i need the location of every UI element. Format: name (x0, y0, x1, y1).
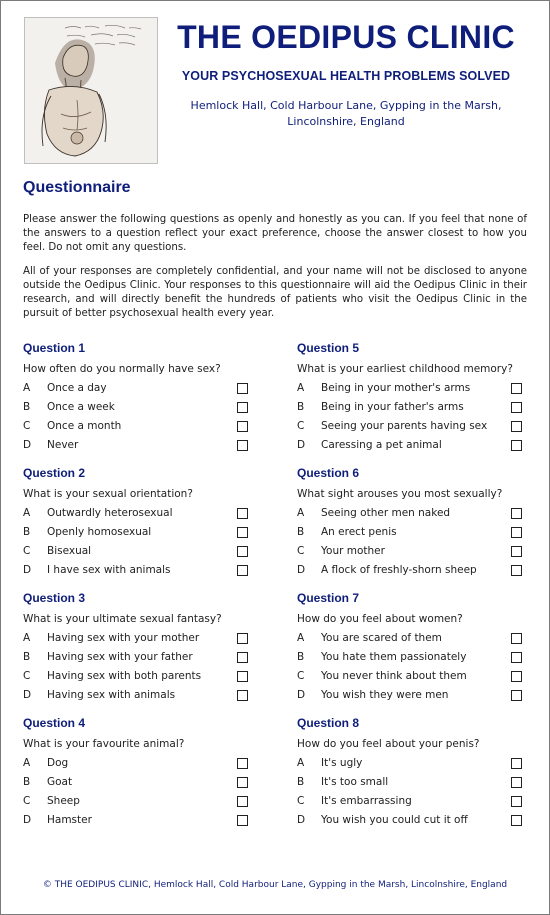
option-text: Never (47, 439, 79, 451)
option-letter: A (297, 632, 305, 644)
option-text: Openly homosexual (47, 526, 152, 538)
option-text: You wish they were men (321, 689, 449, 701)
option-letter: B (23, 651, 31, 663)
option-text: Once a day (47, 382, 107, 394)
option-text: A flock of freshly-shorn sheep (321, 564, 477, 576)
intro-paragraph: Please answer the following questions as openly and honestly as you can. If you feel that none of the answers to a question reflect your exact preference, choose the answer closest to how you feel. Do not omit any questions. (23, 214, 527, 253)
answer-checkbox[interactable] (237, 633, 248, 644)
question-text: What is your sexual orientation? (23, 488, 193, 500)
option-text: Being in your mother's arms (321, 382, 471, 394)
question-2 (23, 465, 255, 590)
option-letter: A (23, 507, 31, 519)
option-letter: C (297, 795, 305, 807)
answer-option (297, 794, 529, 813)
option-text: You wish you could cut it off (321, 814, 468, 826)
answer-option (23, 650, 255, 669)
option-letter: A (23, 382, 31, 394)
answer-option (23, 813, 255, 832)
option-text: Caressing a pet animal (321, 439, 442, 451)
option-letter: D (23, 814, 32, 826)
answer-option (297, 813, 529, 832)
answer-checkbox[interactable] (237, 565, 248, 576)
option-text: It's embarrassing (321, 795, 412, 807)
answer-checkbox[interactable] (511, 402, 522, 413)
answer-option (23, 775, 255, 794)
answer-checkbox[interactable] (511, 383, 522, 394)
intro-paragraph: All of your responses are completely confidential, and your name will not be disclosed to anyone outside the Oedipus Clinic. Your responses to this questionnaire will aid the Oedipus Clinic in their research, and will directly benefit the hundreds of patients who visit the Oedipus Clinic in the pursuit of better psychosexual health every year. (23, 266, 527, 319)
option-letter: A (23, 757, 31, 769)
option-text: Outwardly heterosexual (47, 507, 173, 519)
address-line-2: Lincolnshire, England (287, 115, 405, 128)
option-text: You are scared of them (321, 632, 442, 644)
answer-option (297, 563, 529, 582)
option-letter: C (23, 420, 31, 432)
option-text: Being in your father's arms (321, 401, 464, 413)
option-letter: C (23, 670, 31, 682)
option-text: Having sex with your mother (47, 632, 200, 644)
answer-checkbox[interactable] (511, 565, 522, 576)
option-letter: A (297, 382, 305, 394)
option-text: Goat (47, 776, 73, 788)
option-text: Having sex with both parents (47, 670, 202, 682)
section-title: Questionnaire (23, 179, 131, 196)
question-text: How do you feel about your penis? (297, 738, 480, 750)
option-text: You hate them passionately (321, 651, 467, 663)
question-title: Question 6 (297, 466, 360, 480)
option-text: Seeing your parents having sex (321, 420, 488, 432)
question-6 (297, 465, 529, 590)
answer-checkbox[interactable] (237, 652, 248, 663)
answer-checkbox[interactable] (511, 758, 522, 769)
answer-option (23, 400, 255, 419)
questions-right-column (297, 340, 529, 840)
answer-option (23, 631, 255, 650)
option-letter: B (23, 526, 31, 538)
option-text: It's too small (321, 776, 389, 788)
question-title: Question 8 (297, 716, 360, 730)
option-text: Your mother (321, 545, 385, 557)
answer-checkbox[interactable] (237, 671, 248, 682)
clinic-title: THE OEDIPUS CLINIC (177, 19, 515, 55)
option-letter: A (297, 507, 305, 519)
question-4 (23, 715, 255, 840)
option-text: I have sex with animals (47, 564, 171, 576)
answer-option (297, 506, 529, 525)
option-letter: B (23, 776, 31, 788)
answer-checkbox[interactable] (237, 546, 248, 557)
question-title: Question 4 (23, 716, 86, 730)
option-letter: C (297, 420, 305, 432)
option-text: Dog (47, 757, 69, 769)
answer-checkbox[interactable] (511, 652, 522, 663)
option-text: Having sex with animals (47, 689, 176, 701)
option-text: It's ugly (321, 757, 363, 769)
answer-checkbox[interactable] (237, 758, 248, 769)
answer-checkbox[interactable] (237, 383, 248, 394)
address-line-1: Hemlock Hall, Cold Harbour Lane, Gypping in the Marsh, (190, 99, 502, 112)
option-letter: B (297, 401, 305, 413)
question-title: Question 3 (23, 591, 86, 605)
question-title: Question 2 (23, 466, 86, 480)
option-text: Bisexual (47, 545, 92, 557)
answer-checkbox[interactable] (511, 671, 522, 682)
answer-checkbox[interactable] (237, 690, 248, 701)
option-letter: B (297, 526, 305, 538)
answer-option (23, 756, 255, 775)
option-letter: C (23, 795, 31, 807)
option-letter: D (297, 814, 306, 826)
answer-checkbox[interactable] (511, 690, 522, 701)
answer-option (297, 756, 529, 775)
option-text: Seeing other men naked (321, 507, 451, 519)
answer-option (297, 631, 529, 650)
answer-option (297, 438, 529, 457)
answer-checkbox[interactable] (237, 508, 248, 519)
answer-checkbox[interactable] (511, 440, 522, 451)
question-text: What is your ultimate sexual fantasy? (23, 613, 222, 625)
answer-checkbox[interactable] (237, 421, 248, 432)
option-letter: A (23, 632, 31, 644)
option-text: You never think about them (321, 670, 467, 682)
answer-option (23, 688, 255, 707)
question-7 (297, 590, 529, 715)
question-text: What is your favourite animal? (23, 738, 185, 750)
clinic-header (161, 15, 531, 130)
answer-option (23, 506, 255, 525)
option-text: Once a month (47, 420, 122, 432)
option-letter: A (297, 757, 305, 769)
option-letter: B (297, 776, 305, 788)
clinic-tagline: YOUR PSYCHOSEXUAL HEALTH PROBLEMS SOLVED (181, 69, 511, 83)
option-letter: B (297, 651, 305, 663)
answer-option (23, 544, 255, 563)
question-title: Question 7 (297, 591, 360, 605)
question-1 (23, 340, 255, 465)
question-3 (23, 590, 255, 715)
answer-checkbox[interactable] (237, 527, 248, 538)
answer-checkbox[interactable] (511, 527, 522, 538)
answer-checkbox[interactable] (237, 796, 248, 807)
question-8 (297, 715, 529, 840)
question-text: How do you feel about women? (297, 613, 463, 625)
intro-text (23, 213, 527, 331)
answer-checkbox[interactable] (511, 815, 522, 826)
answer-checkbox[interactable] (237, 402, 248, 413)
question-5 (297, 340, 529, 465)
answer-checkbox[interactable] (511, 796, 522, 807)
clinic-address (161, 98, 531, 130)
answer-option (297, 419, 529, 438)
answer-checkbox[interactable] (511, 777, 522, 788)
answer-checkbox[interactable] (511, 546, 522, 557)
option-letter: B (23, 401, 31, 413)
option-text: Having sex with your father (47, 651, 193, 663)
option-text: An erect penis (321, 526, 397, 538)
option-text: Hamster (47, 814, 92, 826)
footer-copyright: © THE OEDIPUS CLINIC, Hemlock Hall, Cold Harbour Lane, Gypping in the Marsh, Lincolnshire, England (42, 880, 508, 890)
answer-checkbox[interactable] (511, 421, 522, 432)
questions-left-column (23, 340, 255, 840)
option-letter: C (297, 545, 305, 557)
answer-option (297, 525, 529, 544)
option-letter: D (23, 689, 32, 701)
question-text: How often do you normally have sex? (23, 363, 221, 375)
option-letter: D (297, 439, 306, 451)
question-text: What is your earliest childhood memory? (297, 363, 513, 375)
option-letter: D (297, 689, 306, 701)
answer-checkbox[interactable] (511, 633, 522, 644)
answer-checkbox[interactable] (237, 815, 248, 826)
answer-option (23, 525, 255, 544)
question-text: What sight arouses you most sexually? (297, 488, 503, 500)
answer-option (23, 419, 255, 438)
option-letter: D (297, 564, 306, 576)
answer-option (297, 775, 529, 794)
option-letter: D (23, 564, 32, 576)
answer-option (297, 688, 529, 707)
answer-option (23, 438, 255, 457)
answer-option (23, 381, 255, 400)
option-letter: C (297, 670, 305, 682)
answer-option (23, 669, 255, 688)
option-letter: C (23, 545, 31, 557)
option-letter: D (23, 439, 32, 451)
question-title: Question 1 (23, 341, 86, 355)
option-text: Sheep (47, 795, 80, 807)
answer-checkbox[interactable] (237, 440, 248, 451)
answer-option (297, 381, 529, 400)
answer-option (23, 794, 255, 813)
question-title: Question 5 (297, 341, 360, 355)
answer-checkbox[interactable] (511, 508, 522, 519)
portrait-illustration (24, 17, 158, 164)
answer-option (23, 563, 255, 582)
answer-option (297, 400, 529, 419)
option-text: Once a week (47, 401, 115, 413)
answer-option (297, 544, 529, 563)
answer-checkbox[interactable] (237, 777, 248, 788)
answer-option (297, 669, 529, 688)
answer-option (297, 650, 529, 669)
